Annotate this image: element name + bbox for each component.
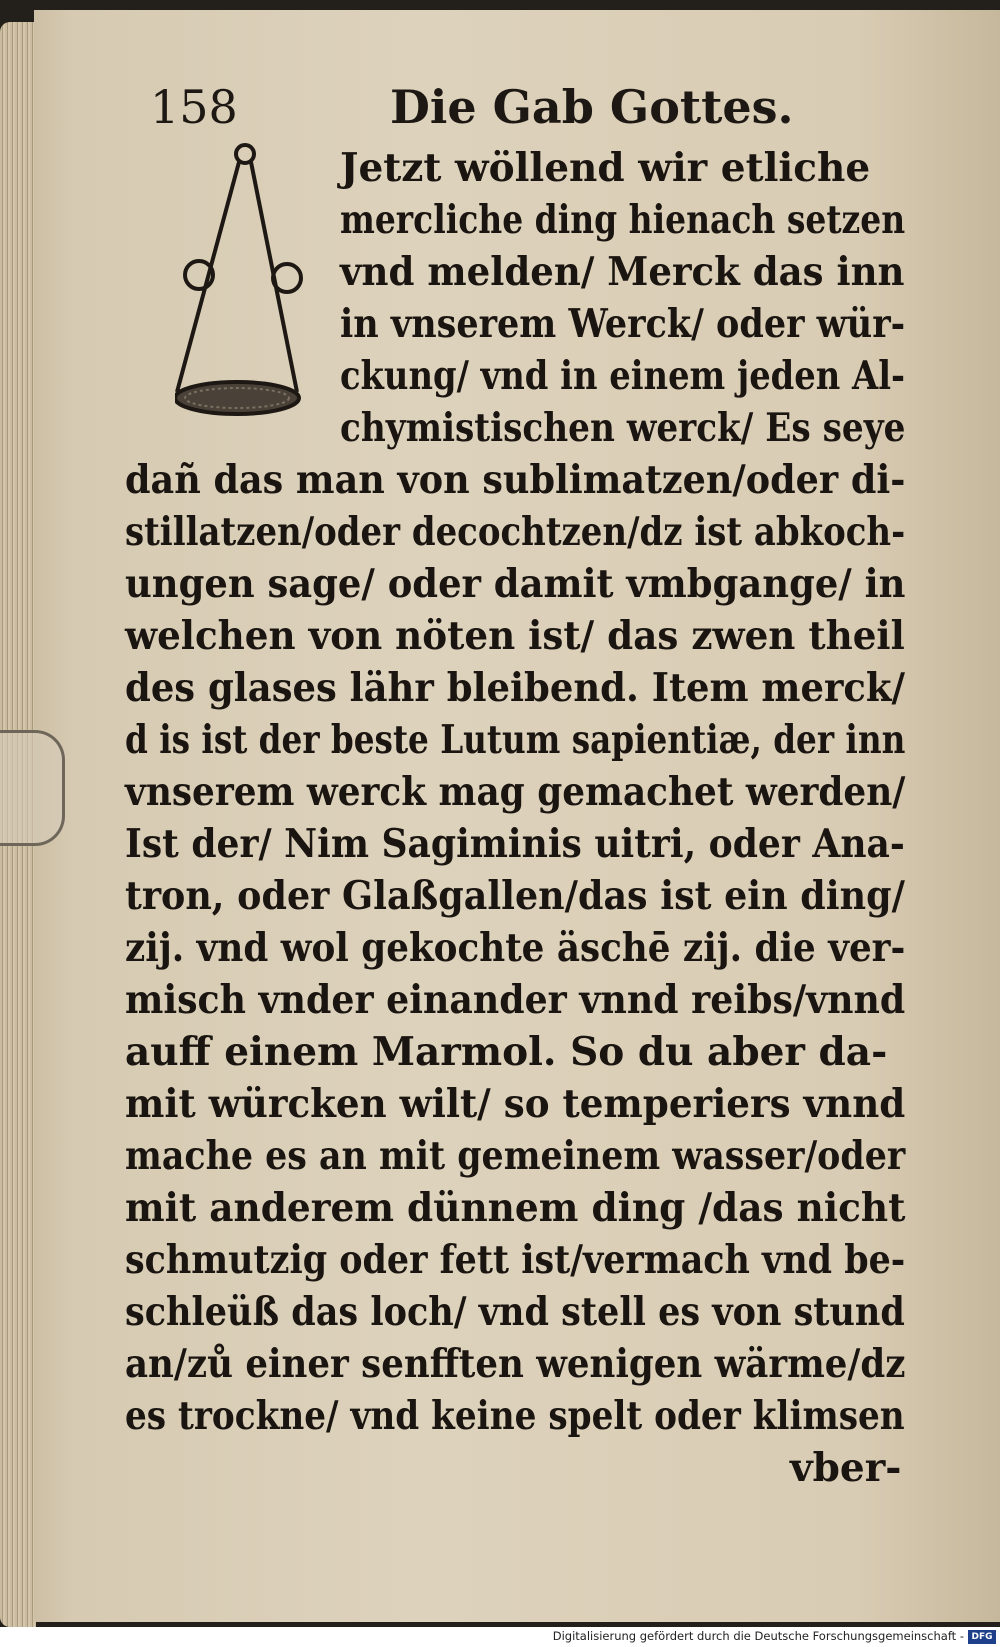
text-line: welchen von nöten ist/ das zwen theil	[125, 613, 905, 659]
text-line: d is ist der beste Lutum sapientiæ, der inn	[125, 717, 906, 763]
text-line: vnd melden/ Merck das inn	[340, 249, 905, 295]
footer-credit: Digitalisierung gefördert durch die Deutsche Forschungsgemeinschaft -	[552, 1629, 964, 1643]
text-line: es trockne/ vnd keine spelt oder klimsen	[125, 1393, 905, 1439]
text-line: ckung/ vnd in einem jeden Al-	[340, 353, 906, 399]
text-line: misch vnder einander vnnd reibs/vnnd	[125, 977, 906, 1023]
text-line: vnserem werck mag gemachet werden/	[125, 769, 906, 815]
book-clip	[0, 730, 65, 846]
text-line: auff einem Marmol. So du aber da-	[125, 1029, 888, 1075]
text-line: ungen sage/ oder damit vmbgange/ in	[125, 561, 906, 607]
text-line: Ist der/ Nim Sagiminis uitri, oder Ana-	[125, 821, 905, 867]
conical-vessel-icon	[175, 140, 335, 440]
text-line: stillatzen/oder decochtzen/dz ist abkoch-	[125, 509, 906, 555]
dfg-logo-icon: DFG	[968, 1630, 996, 1644]
text-line: dañ das man von sublimatzen/oder di-	[125, 457, 906, 503]
text-line: chymistischen werck/ Es seye	[340, 405, 906, 451]
text-line: mit anderem dünnem ding /das nicht	[125, 1185, 906, 1231]
running-title: Die Gab Gottes.	[390, 80, 794, 134]
text-line: tron, oder Glaßgallen/das ist ein ding/	[125, 873, 905, 919]
text-line: in vnserem Werck/ oder wür-	[340, 301, 906, 347]
page-number: 158	[150, 80, 238, 134]
text-line: zij. vnd wol gekochte äschē zij. die ver-	[125, 925, 906, 971]
text-line: Jetzt wöllend wir etliche	[340, 145, 871, 191]
text-line: schleüß das loch/ vnd stell es von stund	[125, 1289, 905, 1335]
text-line: mache es an mit gemeinem wasser/oder	[125, 1133, 906, 1179]
text-line: schmutzig oder fett ist/vermach vnd be-	[125, 1237, 906, 1283]
footer-bar	[0, 1627, 1000, 1647]
page-header	[120, 80, 910, 140]
text-line: mercliche ding hienach setzen	[340, 197, 906, 243]
text-line: mit würcken wilt/ so temperiers vnnd	[125, 1081, 906, 1127]
text-line: an/zů einer senfften wenigen wärme/dz	[125, 1341, 906, 1387]
catchword: vber-	[790, 1445, 902, 1491]
text-line: des glases lähr bleibend. Item merck/	[125, 665, 905, 711]
